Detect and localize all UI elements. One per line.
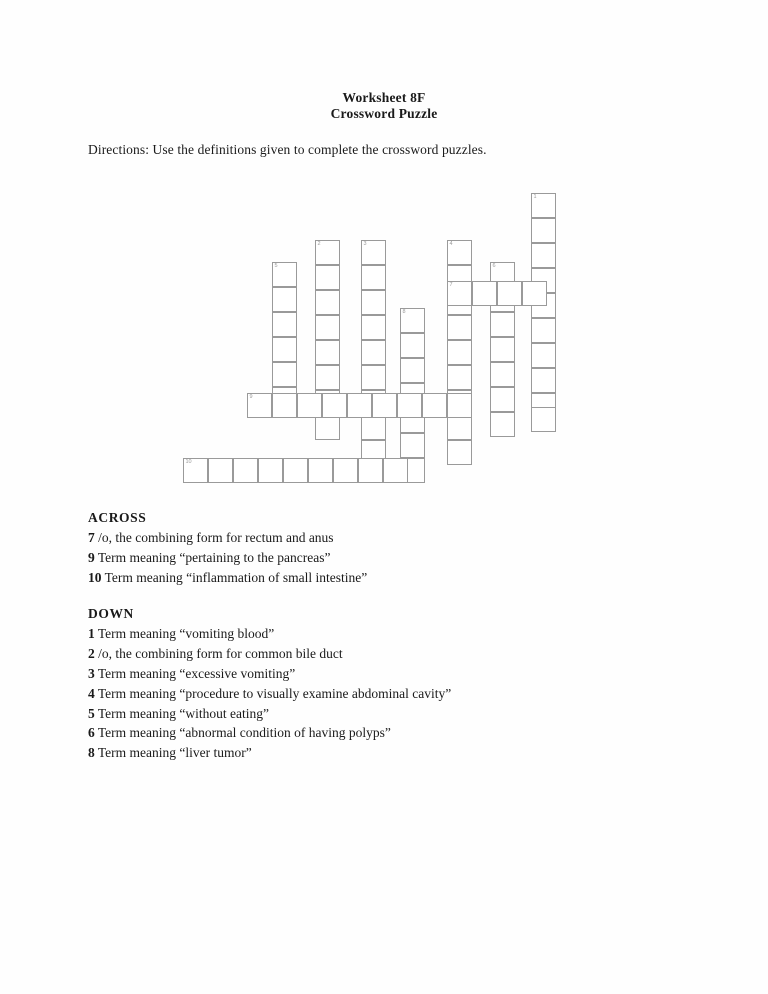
- crossword-cell[interactable]: [497, 281, 522, 306]
- clue-text: Term meaning “pertaining to the pancreas”: [94, 549, 331, 565]
- crossword-cell[interactable]: [233, 458, 258, 483]
- crossword-cell-1[interactable]: [531, 193, 556, 218]
- crossword-cell[interactable]: [531, 368, 556, 393]
- crossword-cell[interactable]: [372, 393, 397, 418]
- crossword-cell[interactable]: [361, 415, 386, 440]
- down-heading: DOWN: [88, 606, 134, 622]
- crossword-cell[interactable]: [315, 290, 340, 315]
- clues-container: [88, 508, 648, 763]
- clue-item: [88, 624, 648, 644]
- crossword-cell[interactable]: [315, 415, 340, 440]
- cell-number-7: 7: [449, 282, 453, 288]
- crossword-cell[interactable]: [531, 243, 556, 268]
- crossword-cell-4[interactable]: [447, 240, 472, 265]
- clue-item: [88, 723, 648, 743]
- cell-number-6: 6: [492, 263, 496, 269]
- clue-text: Term meaning “liver tumor”: [94, 745, 252, 761]
- clue-text: Term meaning “procedure to visually examine abdominal cavity”: [94, 685, 452, 701]
- crossword-cell[interactable]: [333, 458, 358, 483]
- crossword-cell[interactable]: [490, 387, 515, 412]
- crossword-cell[interactable]: [522, 281, 547, 306]
- cell-number-5: 5: [274, 263, 278, 269]
- cell-number-8: 8: [402, 309, 406, 315]
- cell-number-3: 3: [363, 241, 367, 247]
- crossword-cell[interactable]: [272, 337, 297, 362]
- cell-number-9: 9: [249, 394, 253, 400]
- crossword-cell[interactable]: [322, 393, 347, 418]
- crossword-cell[interactable]: [447, 315, 472, 340]
- clue-text: Term meaning “vomiting blood”: [94, 626, 275, 642]
- clue-number: 6: [88, 725, 95, 741]
- clue-text: Term meaning “without eating”: [94, 705, 270, 721]
- crossword-cell[interactable]: [490, 337, 515, 362]
- crossword-cell[interactable]: [383, 458, 408, 483]
- title-line-subject: Crossword Puzzle: [330, 106, 438, 122]
- crossword-cell[interactable]: [283, 458, 308, 483]
- crossword-cell[interactable]: [447, 415, 472, 440]
- crossword-cell[interactable]: [490, 362, 515, 387]
- crossword-cell[interactable]: [272, 393, 297, 418]
- clue-item: [88, 548, 648, 568]
- clue-item: [88, 568, 648, 588]
- crossword-cell[interactable]: [315, 315, 340, 340]
- crossword-cell[interactable]: [447, 340, 472, 365]
- crossword-cell-3[interactable]: [361, 240, 386, 265]
- clue-number: 8: [88, 745, 95, 761]
- crossword-cell[interactable]: [272, 312, 297, 337]
- crossword-cell-7[interactable]: [447, 281, 472, 306]
- clue-number: 2: [88, 646, 95, 662]
- across-heading: ACROSS: [88, 510, 147, 525]
- clue-item: [88, 743, 648, 763]
- crossword-cell-2[interactable]: [315, 240, 340, 265]
- crossword-cell[interactable]: [272, 287, 297, 312]
- crossword-cell[interactable]: [531, 318, 556, 343]
- crossword-cell[interactable]: [531, 407, 556, 432]
- crossword-cell[interactable]: [490, 412, 515, 437]
- crossword-cell[interactable]: [531, 218, 556, 243]
- clue-number: 3: [88, 665, 95, 681]
- crossword-cell[interactable]: [490, 312, 515, 337]
- crossword-cell[interactable]: [358, 458, 383, 483]
- crossword-cell[interactable]: [531, 343, 556, 368]
- crossword-cell[interactable]: [347, 393, 372, 418]
- clue-text: /o, the combining form for rectum and anus: [94, 529, 334, 545]
- crossword-cell[interactable]: [315, 265, 340, 290]
- crossword-cell[interactable]: [361, 315, 386, 340]
- crossword-cell[interactable]: [400, 433, 425, 458]
- crossword-cell[interactable]: [361, 265, 386, 290]
- crossword-cell[interactable]: [308, 458, 333, 483]
- clue-text: Term meaning “inflammation of small intestine”: [101, 569, 368, 585]
- clue-number: 1: [88, 626, 95, 642]
- clue-number: 10: [88, 569, 102, 585]
- crossword-cell[interactable]: [315, 365, 340, 390]
- crossword-cell[interactable]: [297, 393, 322, 418]
- clue-section-divider: [88, 587, 648, 604]
- crossword-cell[interactable]: [272, 362, 297, 387]
- crossword-cell[interactable]: [315, 340, 340, 365]
- clue-item: [88, 644, 648, 664]
- cell-number-2: 2: [317, 241, 321, 247]
- clue-number: 4: [88, 685, 95, 701]
- crossword-cell[interactable]: [208, 458, 233, 483]
- crossword-cell-10[interactable]: [183, 458, 208, 483]
- clue-item: [88, 528, 648, 548]
- crossword-cell[interactable]: [447, 365, 472, 390]
- crossword-cell[interactable]: [361, 340, 386, 365]
- crossword-cell[interactable]: [361, 365, 386, 390]
- crossword-cell[interactable]: [258, 458, 283, 483]
- title-line-worksheet: Worksheet 8F: [342, 90, 426, 105]
- clue-item: [88, 684, 648, 704]
- crossword-cell[interactable]: [400, 333, 425, 358]
- clue-text: Term meaning “abnormal condition of having polyps”: [94, 725, 391, 741]
- cell-number-10: 10: [185, 459, 192, 465]
- crossword-cell[interactable]: [447, 440, 472, 465]
- crossword-cell-9[interactable]: [247, 393, 272, 418]
- clue-number: 7: [88, 529, 95, 545]
- down-clue-list: [88, 624, 648, 763]
- cell-number-1: 1: [533, 194, 537, 200]
- crossword-cell[interactable]: [422, 393, 447, 418]
- clue-number: 5: [88, 705, 95, 721]
- across-clue-list: [88, 528, 648, 588]
- crossword-cell[interactable]: [472, 281, 497, 306]
- crossword-cell-5[interactable]: [272, 262, 297, 287]
- crossword-cell-8[interactable]: [400, 308, 425, 333]
- crossword-cell[interactable]: [361, 290, 386, 315]
- clue-item: [88, 704, 648, 724]
- clue-number: 9: [88, 549, 95, 565]
- cell-number-4: 4: [449, 241, 453, 247]
- crossword-cell[interactable]: [447, 393, 472, 418]
- clue-item: [88, 664, 648, 684]
- clue-text: /o, the combining form for common bile duct: [94, 646, 343, 662]
- crossword-cell[interactable]: [397, 393, 422, 418]
- crossword-cell[interactable]: [400, 358, 425, 383]
- directions-text: Directions: Use the definitions given to complete the crossword puzzles.: [88, 142, 487, 157]
- clue-text: Term meaning “excessive vomiting”: [94, 665, 296, 681]
